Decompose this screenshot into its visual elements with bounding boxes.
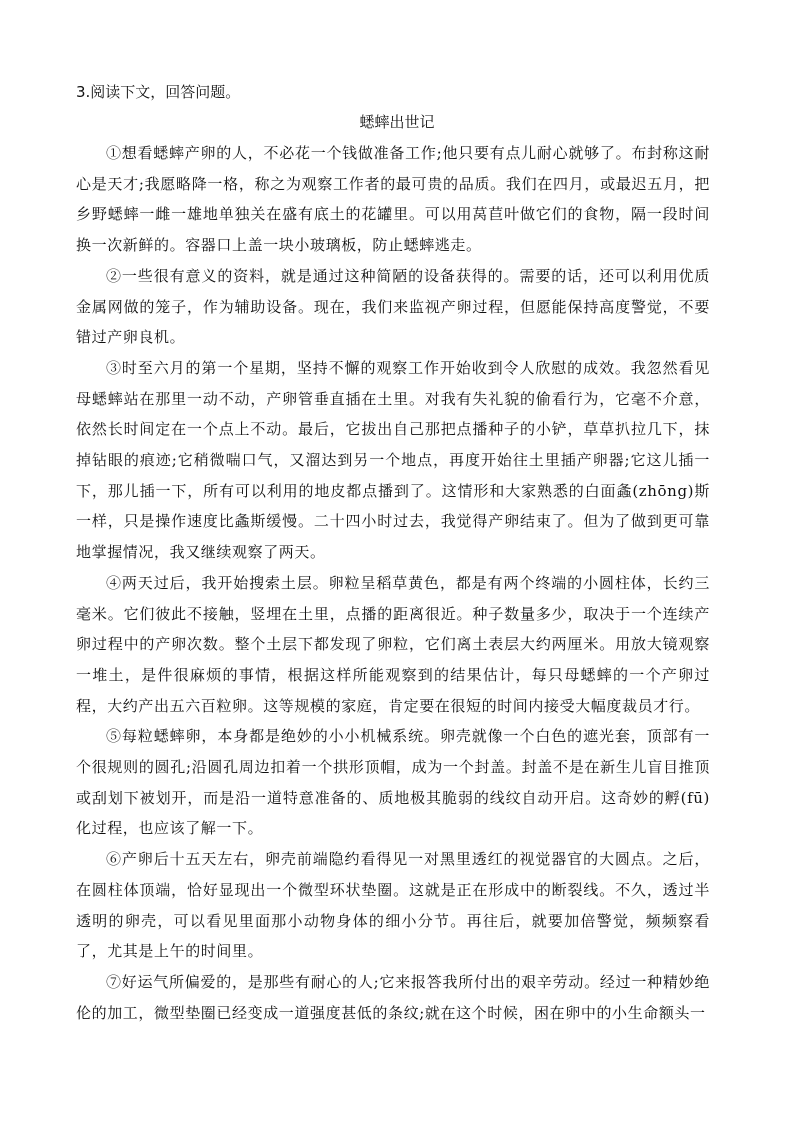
question-heading: 3.阅读下文，回答问题。 bbox=[76, 83, 241, 101]
article-body bbox=[76, 138, 710, 1028]
paragraph-1: ①想看蟋蟀产卵的人，不必花一个钱做准备工作;他只要有点儿耐心就够了。布封称这耐心是天才;我愿略降一格，称之为观察工作者的最可贵的品质。我们在四月，或最迟五月，把乡野蟋蟀一雌一雄地单独关在盛有底土的花罐里。可以用莴苣叶做它们的食物，隔一段时间换一次新鲜的。容器口上盖一块小玻璃板，防止蟋蟀逃走。 bbox=[76, 144, 710, 255]
paragraph-5: ⑤每粒蟋蟀卵，本身都是绝妙的小小机械系统。卵壳就像一个白色的遮光套，顶部有一个很规则的圆孔;沿圆孔周边扣着一个拱形顶帽，成为一个封盖。封盖不是在新生儿盲目推顶或刮划下被划开，而是沿一道特意准备的、质地极其脆弱的线纹自动开启。这奇妙的孵(fū)化过程，也应该了解一下。 bbox=[76, 727, 710, 838]
paragraph-7: ⑦好运气所偏爱的，是那些有耐心的人;它来报答我所付出的艰辛劳动。经过一种精妙绝伦的加工，微型垫圈已经变成一道强度甚低的条纹;就在这个时候，困在卵中的小生命额头一 bbox=[76, 972, 710, 1022]
paragraph-4: ④两天过后，我开始搜索土层。卵粒呈稻草黄色，都是有两个终端的小圆柱体，长约三毫米。它们彼此不接触，竖埋在土里，点播的距离很近。种子数量多少，取决于一个连续产卵过程中的产卵次数。整个土层下都发现了卵粒，它们离土表层大约两厘米。用放大镜观察一堆土，是件很麻烦的事情，根据这样所能观察到的结果估计，每只母蟋蟀的一个产卵过程，大约产出五六百粒卵。这等规模的家庭，肯定要在很短的时间内接受大幅度裁员才行。 bbox=[76, 573, 710, 715]
paragraph-6: ⑥产卵后十五天左右，卵壳前端隐约看得见一对黑里透红的视觉器官的大圆点。之后，在圆柱体顶端，恰好显现出一个微型环状垫圈。这就是正在形成中的断裂线。不久，透过半透明的卵壳，可以看见里面那小动物身体的细小分节。再往后，就要加倍警觉，频频察看了，尤其是上午的时间里。 bbox=[76, 850, 710, 961]
paragraph-2: ②一些很有意义的资料，就是通过这种简陋的设备获得的。需要的话，还可以利用优质金属网做的笼子，作为辅助设备。现在，我们来监视产卵过程，但愿能保持高度警觉，不要错过产卵良机。 bbox=[76, 266, 710, 347]
article-title: 蟋蟀出世记 bbox=[359, 113, 435, 131]
paragraph-3: ③时至六月的第一个星期，坚持不懈的观察工作开始收到令人欣慰的成效。我忽然看见母蟋蟀站在那里一动不动，产卵管垂直插在土里。对我有失礼貌的偷看行为，它毫不介意，依然长时间定在一个点上不动。最后，它拔出自己那把点播种子的小铲，草草扒拉几下，抹掉钻眼的痕迹;它稍微喘口气，又溜达到另一个地点，再度开始往土里插产卵器;它这儿插一下，那儿插一下，所有可以利用的地皮都点播到了。这情形和大家熟悉的白面螽(zhōng)斯一样，只是操作速度比螽斯缓慢。二十四小时过去，我觉得产卵结束了。但为了做到更可靠地掌握情况，我又继续观察了两天。 bbox=[76, 358, 710, 562]
